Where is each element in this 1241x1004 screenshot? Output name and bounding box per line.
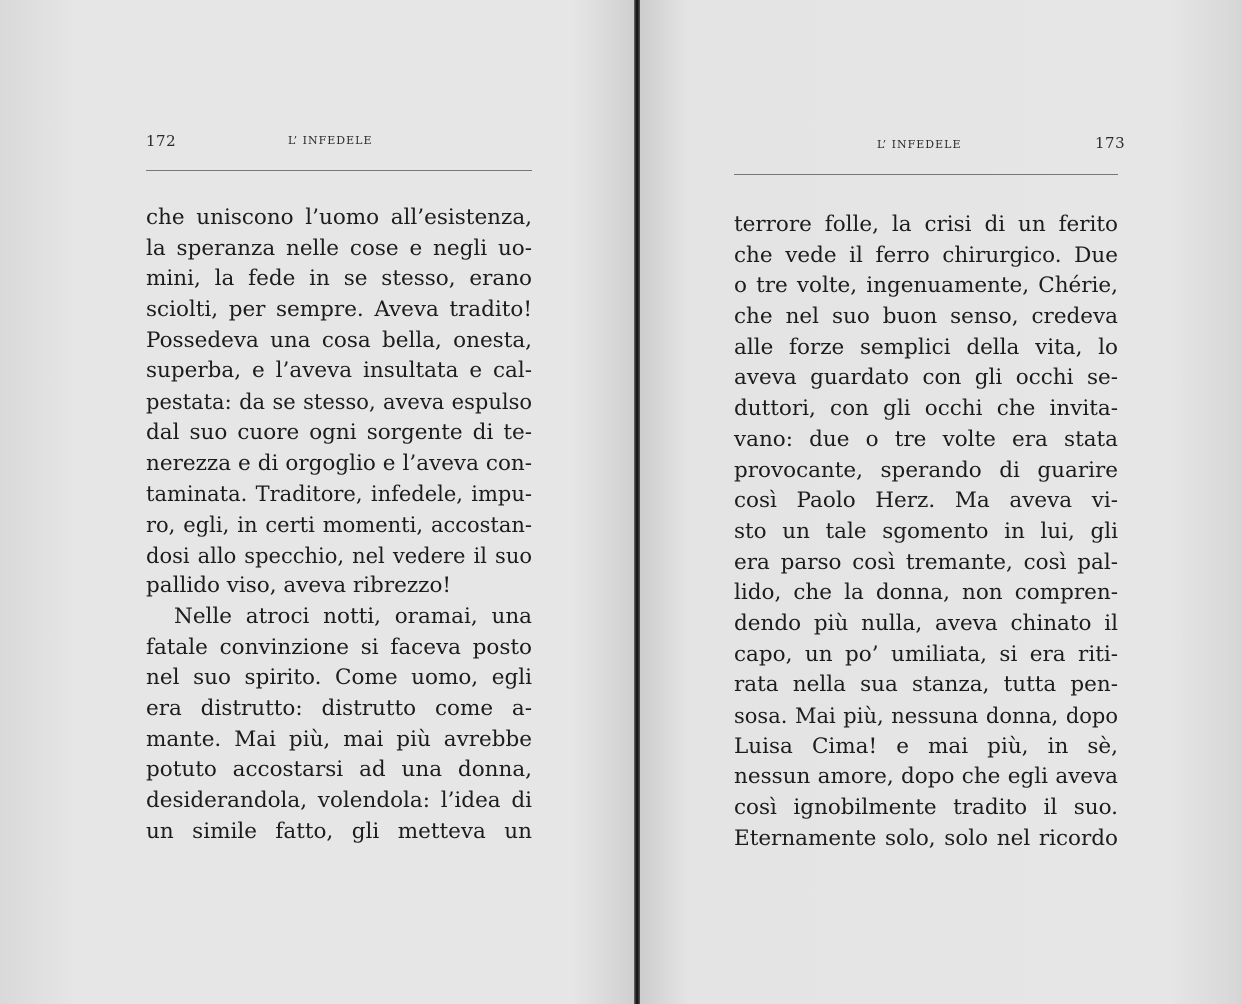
text-line: Nelle atroci notti, oramai, una xyxy=(174,603,532,629)
text-line: terrore folle, la crisi di un ferito xyxy=(734,212,1118,237)
text-line: potuto accostarsi ad una donna, xyxy=(146,757,532,783)
text-line: mante. Mai più, mai più avrebbe xyxy=(146,726,532,752)
text-line: superba, e l’aveva insultata e cal- xyxy=(146,358,532,384)
right-page-number: 173 xyxy=(1095,134,1126,152)
text-line: fatale convinzione si faceva posto xyxy=(146,634,532,660)
text-line: taminata. Traditore, infedele, impu- xyxy=(146,482,532,507)
right-running-head: L’ INFEDELE xyxy=(877,138,962,151)
text-line: nel suo spirito. Come uomo, egli xyxy=(146,665,532,691)
left-body-text xyxy=(146,203,532,847)
text-line: aveva guardato con gli occhi se- xyxy=(734,365,1118,391)
right-body-text xyxy=(734,210,1118,854)
text-line: alle forze semplici della vita, lo xyxy=(734,334,1118,360)
text-line: che nel suo buon senso, credeva xyxy=(734,304,1118,330)
text-line: che vede il ferro chirurgico. Due xyxy=(734,242,1118,268)
text-line: così ignobilmente tradito il suo. xyxy=(734,795,1118,821)
text-line: dosi allo specchio, nel vedere il suo xyxy=(146,543,532,568)
left-header-rule xyxy=(146,170,532,171)
text-line: Luisa Cima! e mai più, in sè, xyxy=(734,733,1118,759)
text-line: vano: due o tre volte era stata xyxy=(734,426,1118,452)
text-line: Eternamente solo, solo nel ricordo xyxy=(734,825,1118,851)
text-line: dal suo cuore ogni sorgente di te- xyxy=(146,419,532,445)
text-line: un simile fatto, gli metteva un xyxy=(146,818,532,844)
text-line: che uniscono l’uomo all’esistenza, xyxy=(146,205,532,230)
text-line: sto un tale sgomento in lui, gli xyxy=(734,518,1118,544)
text-line: duttori, con gli occhi che invita- xyxy=(734,396,1118,422)
text-line: lido, che la donna, non compren- xyxy=(734,580,1118,606)
text-line: sosa. Mai più, nessuna donna, dopo xyxy=(734,704,1118,728)
text-line: desiderandola, volendola: l’idea di xyxy=(146,788,532,814)
text-line: era parso così tremante, così pal- xyxy=(734,549,1118,575)
text-line: sciolti, per sempre. Aveva tradito! xyxy=(146,297,532,323)
text-line: ro, egli, in certi momenti, accostan- xyxy=(146,512,532,537)
text-line: nessun amore, dopo che egli aveva xyxy=(734,764,1118,790)
text-line: mini, la fede in se stesso, erano xyxy=(146,266,532,292)
text-line: Possedeva una cosa bella, onesta, xyxy=(146,327,532,353)
text-line: la speranza nelle cose e negli uo- xyxy=(146,235,532,261)
text-line: o tre volte, ingenuamente, Chérie, xyxy=(734,273,1118,299)
left-page-number: 172 xyxy=(146,132,177,150)
text-line: era distrutto: distrutto come a- xyxy=(146,696,532,721)
text-line: capo, un po’ umiliata, si era riti- xyxy=(734,641,1118,667)
text-line: nerezza e di orgoglio e l’aveva con- xyxy=(146,450,532,476)
text-line: rata nella sua stanza, tutta pen- xyxy=(734,672,1118,698)
right-header-rule xyxy=(734,174,1118,175)
left-running-head: L’ INFEDELE xyxy=(288,134,373,147)
text-line: pestata: da se stesso, aveva espulso xyxy=(146,390,532,415)
text-line: così Paolo Herz. Ma aveva vi- xyxy=(734,488,1118,514)
text-line: dendo più nulla, aveva chinato il xyxy=(734,610,1118,636)
right-page xyxy=(640,0,1241,1004)
text-line: provocante, sperando di guarire xyxy=(734,457,1118,483)
text-line: pallido viso, aveva ribrezzo! xyxy=(146,573,452,599)
